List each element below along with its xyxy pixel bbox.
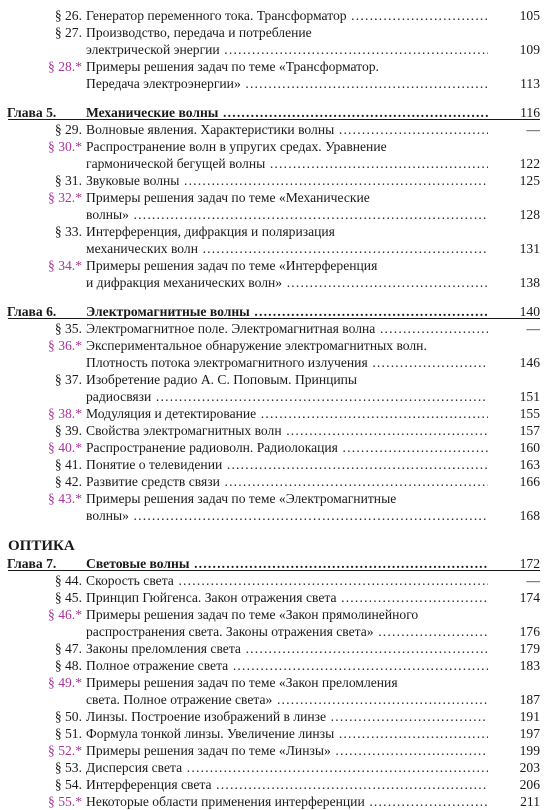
- page-number: —: [526, 321, 540, 336]
- section-number: § 36.*: [48, 338, 82, 353]
- chapter-number: Глава 5.: [7, 105, 57, 120]
- section-title: ОПТИКА: [8, 538, 75, 554]
- entry-title: Примеры решения задач по теме «Линзы» .....: [86, 742, 488, 759]
- toc-entry: [0, 776, 548, 793]
- section-number: § 45.: [54, 590, 82, 605]
- toc-entry: [0, 240, 548, 257]
- toc-entry: [0, 172, 548, 189]
- chapter-number: Глава 7.: [7, 556, 57, 571]
- entry-title: Примеры решения задач по теме «Механические: [86, 190, 370, 205]
- toc-entry: [0, 41, 548, 58]
- entry-title: волны» .....: [86, 507, 488, 524]
- section-number: § 51.: [54, 726, 82, 741]
- chapter-number: Глава 6.: [7, 304, 57, 319]
- toc-entry: [0, 473, 548, 490]
- page-number: 203: [519, 760, 540, 775]
- toc-entry: [0, 606, 548, 623]
- section-number: § 38.*: [48, 406, 82, 421]
- entry-title: Примеры решения задач по теме «Закон преломления: [86, 675, 398, 690]
- section-number: § 39.: [54, 423, 82, 438]
- toc-entry: [0, 223, 548, 240]
- section-number: § 37.: [54, 372, 82, 387]
- page-number: 163: [519, 457, 540, 472]
- page-number: 113: [520, 76, 540, 91]
- page-number: 157: [519, 423, 540, 438]
- page-number: 179: [519, 641, 540, 656]
- section-number: § 55.*: [48, 794, 82, 809]
- toc-entry: [0, 490, 548, 507]
- toc-entry: [0, 257, 548, 274]
- entry-title: Механические волны .....: [86, 104, 488, 121]
- page-number: 116: [520, 105, 540, 120]
- entry-title: Световые волны .....: [86, 555, 488, 572]
- chapter-underline: [8, 570, 540, 571]
- toc-entry: [0, 708, 548, 725]
- toc-entry: [0, 572, 548, 589]
- entry-title: электрической энергии .....: [86, 41, 488, 58]
- toc-entry: [0, 75, 548, 92]
- entry-title: света. Полное отражение света» .....: [86, 691, 488, 708]
- section-number: § 54.: [54, 777, 82, 792]
- entry-title: Формула тонкой линзы. Увеличение линзы .....: [86, 725, 488, 742]
- page-number: 176: [519, 624, 540, 639]
- page-number: 140: [519, 304, 540, 319]
- chapter-underline: [8, 119, 540, 120]
- toc-entry: [0, 507, 548, 524]
- toc-entry: [0, 422, 548, 439]
- entry-title: Принцип Гюйгенса. Закон отражения света .....: [86, 589, 488, 606]
- entry-title: Некоторые области применения интерференции .....: [86, 793, 488, 810]
- page-number: 122: [519, 156, 540, 171]
- page-number: 187: [519, 692, 540, 707]
- section-number: § 27.: [54, 25, 82, 40]
- toc-entry: [0, 320, 548, 337]
- toc-entry: [0, 354, 548, 371]
- section-number: § 53.: [54, 760, 82, 775]
- entry-title: Полное отражение света .....: [86, 657, 488, 674]
- section-number: § 40.*: [48, 440, 82, 455]
- toc-entry: [0, 405, 548, 422]
- toc-entry: [0, 456, 548, 473]
- toc-entry: [0, 274, 548, 291]
- section-number: § 43.*: [48, 491, 82, 506]
- toc-entry: [0, 337, 548, 354]
- page-number: 160: [519, 440, 540, 455]
- toc-entry: [0, 388, 548, 405]
- page-number: 197: [519, 726, 540, 741]
- section-number: § 34.*: [48, 258, 82, 273]
- page-number: 155: [519, 406, 540, 421]
- page-number: 125: [519, 173, 540, 188]
- page-number: 151: [519, 389, 540, 404]
- section-number: § 26.: [54, 8, 82, 23]
- entry-title: Модуляция и детектирование .....: [86, 405, 488, 422]
- entry-title: Примеры решения задач по теме «Интерференция: [86, 258, 378, 273]
- entry-title: Изобретение радио А. С. Поповым. Принципы: [86, 372, 358, 387]
- entry-title: Интерференция, дифракция и поляризация: [86, 224, 335, 239]
- entry-title: гармонической бегущей волны .....: [86, 155, 488, 172]
- toc-entry: [0, 138, 548, 155]
- toc-entry: [0, 657, 548, 674]
- page-number: 128: [519, 207, 540, 222]
- section-number: § 50.: [54, 709, 82, 724]
- entry-title: Понятие о телевидении .....: [86, 456, 488, 473]
- page-number: 146: [519, 355, 540, 370]
- entry-title: распространения света. Законы отражения света» .....: [86, 623, 488, 640]
- entry-title: радиосвязи .....: [86, 388, 488, 405]
- toc-entry: [0, 121, 548, 138]
- entry-title: Экспериментальное обнаружение электромагнитных волн.: [86, 338, 427, 353]
- section-number: § 30.*: [48, 139, 82, 154]
- section-number: § 33.: [54, 224, 82, 239]
- entry-title: Свойства электромагнитных волн .....: [86, 422, 488, 439]
- section-number: § 32.*: [48, 190, 82, 205]
- toc-entry: [0, 742, 548, 759]
- section-number: § 29.: [54, 122, 82, 137]
- section-number: § 31.: [54, 173, 82, 188]
- entry-title: Распространение волн в упругих средах. Уравнение: [86, 139, 387, 154]
- section-number: § 44.: [54, 573, 82, 588]
- toc-entry: [0, 589, 548, 606]
- section-number: § 47.: [54, 641, 82, 656]
- toc-entry: [0, 371, 548, 388]
- toc-entry: [0, 439, 548, 456]
- section-number: § 46.*: [48, 607, 82, 622]
- toc-entry: [0, 759, 548, 776]
- entry-title: Скорость света .....: [86, 572, 488, 589]
- page-number: 166: [519, 474, 540, 489]
- page-number: 138: [519, 275, 540, 290]
- toc-entry: [0, 24, 548, 41]
- toc-entry: [0, 189, 548, 206]
- page-number: 191: [519, 709, 540, 724]
- entry-title: волны» .....: [86, 206, 488, 223]
- toc-entry: [0, 155, 548, 172]
- page-number: 105: [519, 8, 540, 23]
- entry-title: Волновые явления. Характеристики волны .....: [86, 121, 488, 138]
- page-number: 172: [519, 556, 540, 571]
- toc-entry: [0, 623, 548, 640]
- toc-entry: [0, 674, 548, 691]
- section-number: § 49.*: [48, 675, 82, 690]
- entry-title: Законы преломления света .....: [86, 640, 488, 657]
- entry-title: Примеры решения задач по теме «Трансформатор.: [86, 59, 379, 74]
- entry-title: Примеры решения задач по теме «Закон прямолинейного: [86, 607, 419, 622]
- page-number: —: [526, 573, 540, 588]
- toc-entry: [0, 206, 548, 223]
- entry-title: Передача электроэнергии» .....: [86, 75, 488, 92]
- entry-title: Интерференция света .....: [86, 776, 488, 793]
- page-number: 183: [519, 658, 540, 673]
- page-number: 168: [519, 508, 540, 523]
- entry-title: Распространение радиоволн. Радиолокация .....: [86, 439, 488, 456]
- page-number: 109: [519, 42, 540, 57]
- page-number: 174: [519, 590, 540, 605]
- section-number: § 48.: [54, 658, 82, 673]
- page-number: 206: [519, 777, 540, 792]
- entry-title: Дисперсия света .....: [86, 759, 488, 776]
- entry-title: Линзы. Построение изображений в линзе .....: [86, 708, 488, 725]
- section-number: § 35.: [54, 321, 82, 336]
- section-number: § 42.: [54, 474, 82, 489]
- section-number: § 28.*: [48, 59, 82, 74]
- page-number: 211: [520, 794, 540, 809]
- toc-entry: [0, 640, 548, 657]
- page-number: 199: [519, 743, 540, 758]
- toc-entry: [0, 7, 548, 24]
- entry-title: Звуковые волны .....: [86, 172, 488, 189]
- page-number: —: [526, 122, 540, 137]
- entry-title: Генератор переменного тока. Трансформатор .....: [86, 7, 488, 24]
- entry-title: Плотность потока электромагнитного излучения .....: [86, 354, 488, 371]
- page-number: 131: [519, 241, 540, 256]
- entry-title: Производство, передача и потребление: [86, 25, 312, 40]
- section-number: § 52.*: [48, 743, 82, 758]
- toc-entry: [0, 58, 548, 75]
- entry-title: механических волн .....: [86, 240, 488, 257]
- entry-title: Электромагнитное поле. Электромагнитная волна .....: [86, 320, 488, 337]
- chapter-underline: [8, 318, 540, 319]
- toc-entry: [0, 725, 548, 742]
- entry-title: Развитие средств связи .....: [86, 473, 488, 490]
- entry-title: Электромагнитные волны .....: [86, 303, 488, 320]
- section-number: § 41.: [54, 457, 82, 472]
- toc-entry: [0, 793, 548, 810]
- entry-title: Примеры решения задач по теме «Электромагнитные: [86, 491, 397, 506]
- entry-title: и дифракция механических волн» .....: [86, 274, 488, 291]
